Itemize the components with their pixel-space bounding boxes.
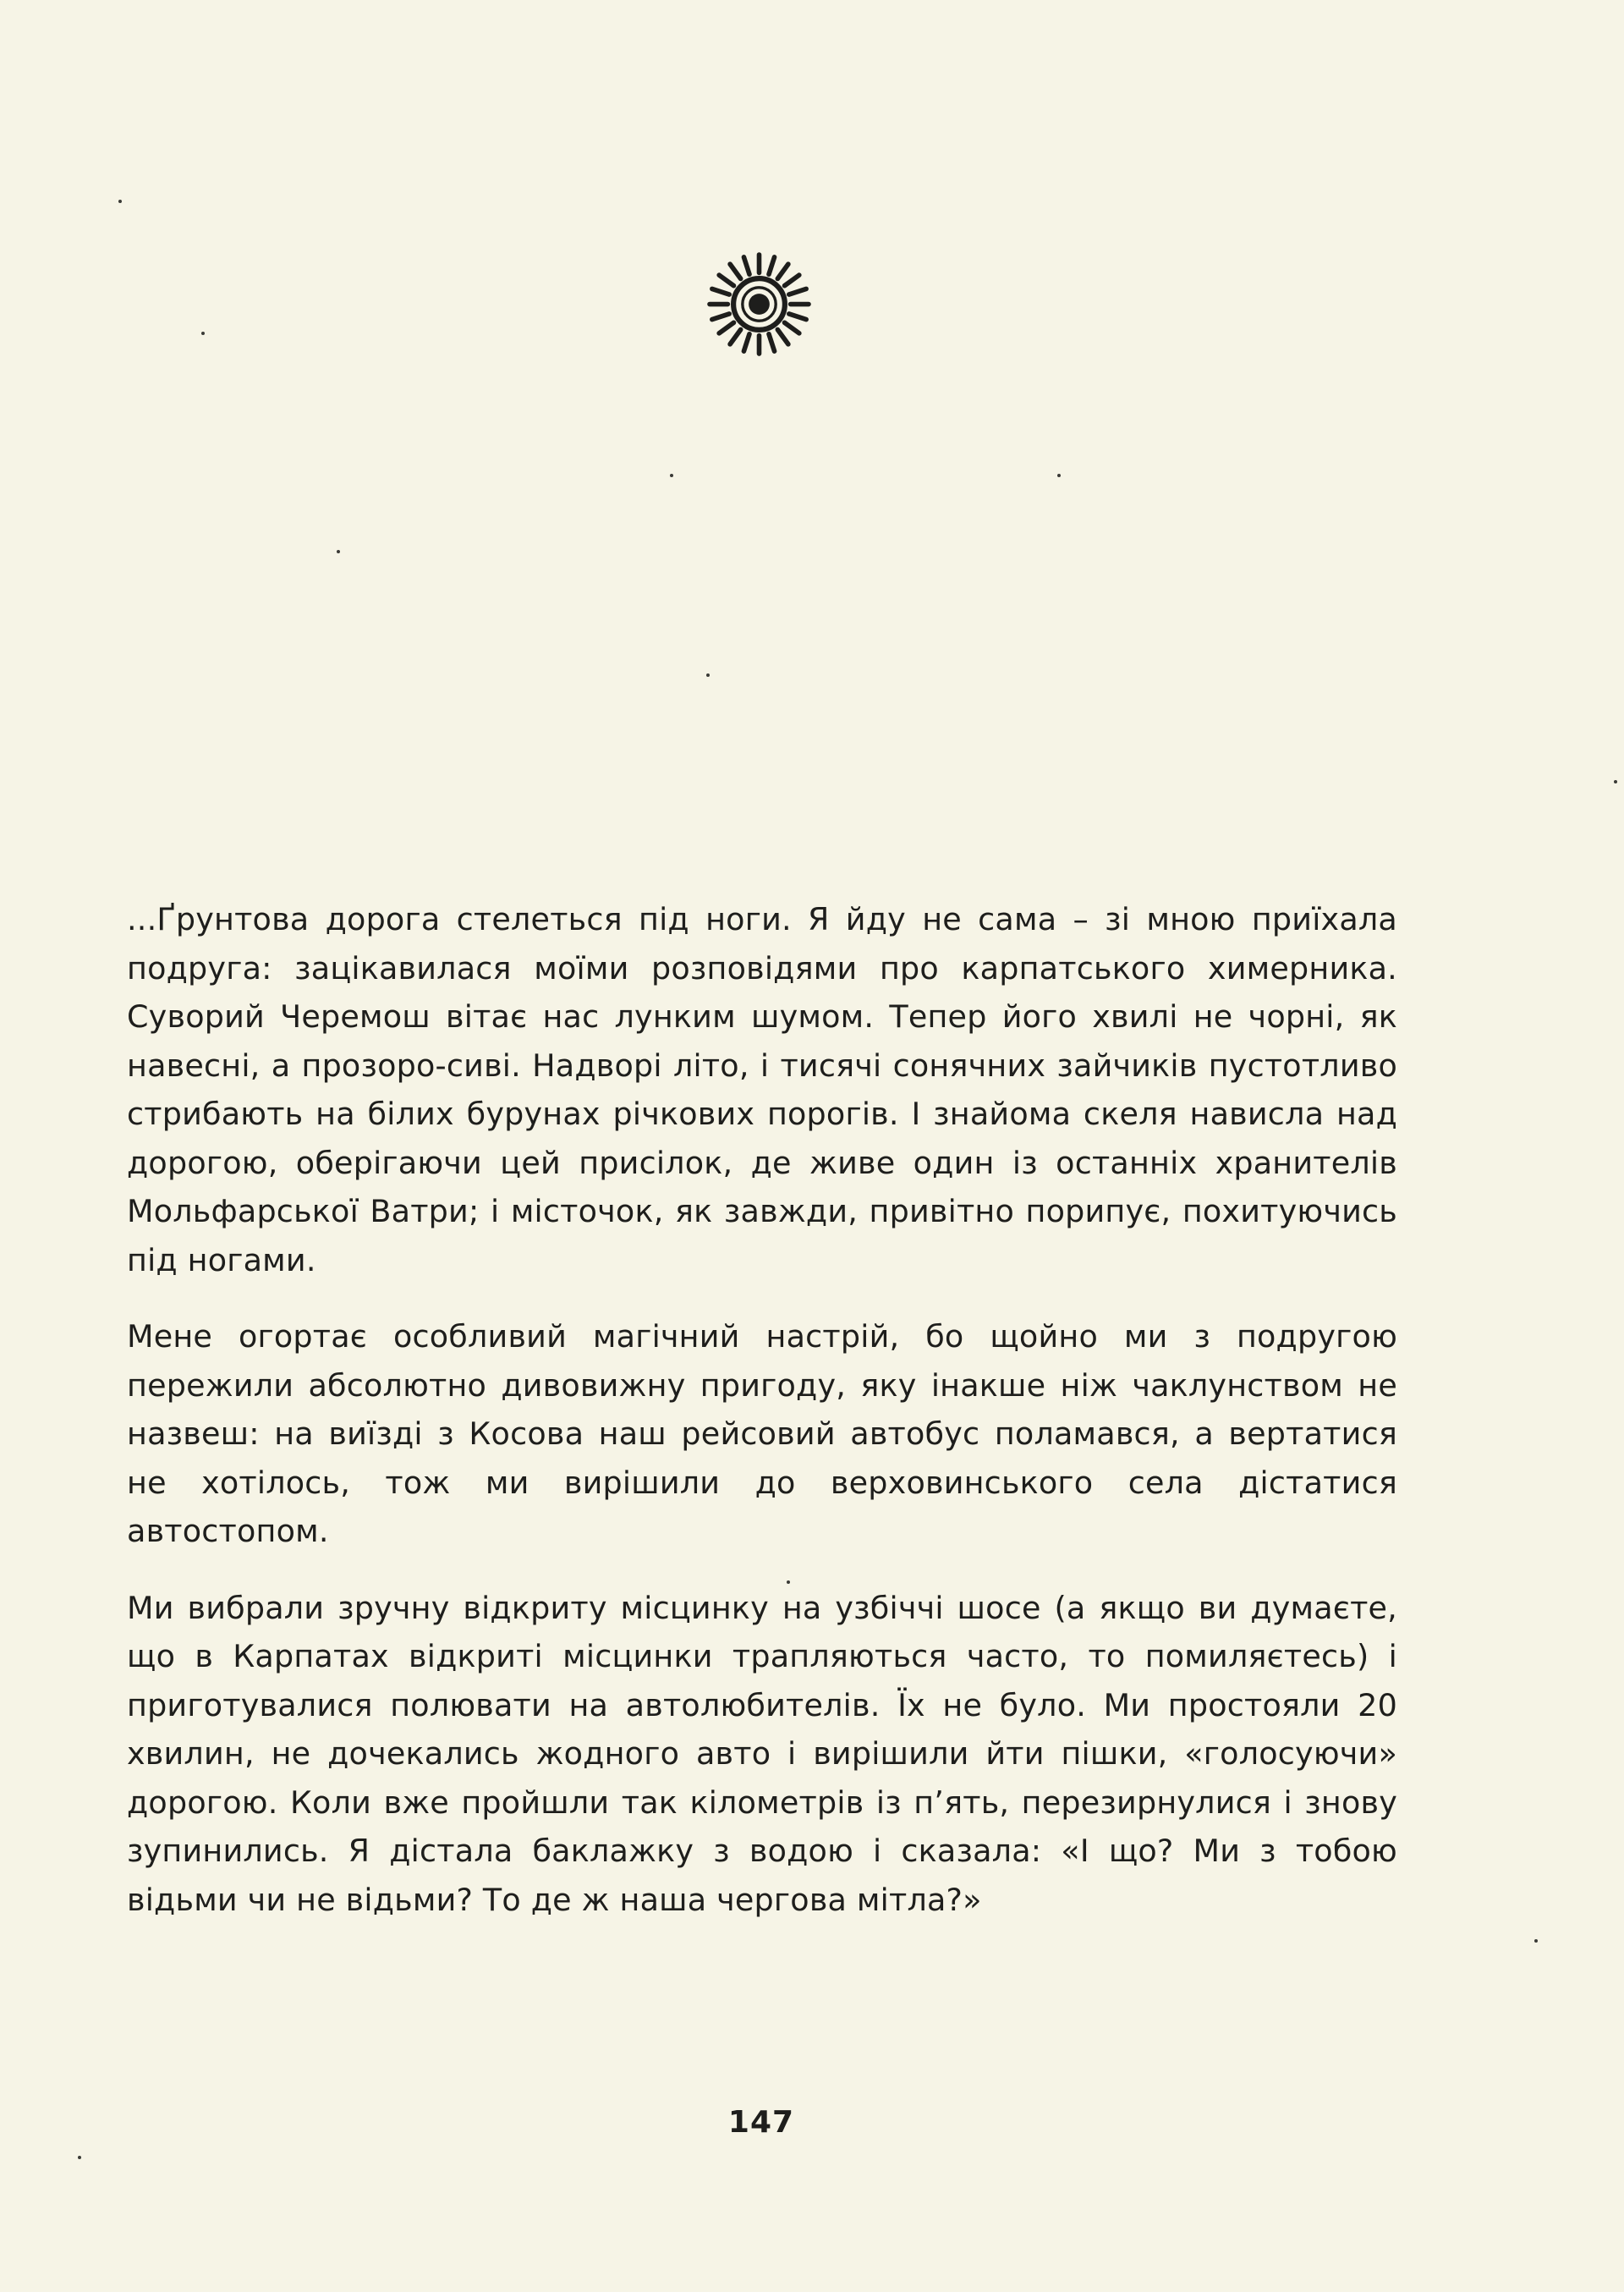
ornament-ray bbox=[719, 322, 733, 333]
paper-speck bbox=[1057, 474, 1061, 477]
text-line: Ми простояли 20 хвилин, не дочекались жодного авто і вирішили bbox=[127, 1686, 1397, 1772]
paragraph-3 bbox=[127, 1584, 1397, 1925]
sun-ornament-icon bbox=[702, 247, 816, 361]
paper-speck bbox=[1614, 780, 1617, 783]
paper-speck bbox=[706, 673, 710, 677]
page-number: 147 bbox=[727, 2105, 795, 2140]
ornament-ray bbox=[712, 289, 729, 294]
text-line: маєте, що в Карпатах відкриті місцинки трапляються часто, то по bbox=[127, 1589, 1397, 1674]
text-line: йти пішки, «голосуючи» дорогою. Коли вже пройшли так кілометрів bbox=[127, 1735, 1397, 1821]
ornament-ray bbox=[730, 264, 741, 278]
text-line: ством не назвеш: на виїзді з Косова наш рейсовий автобус пола bbox=[127, 1366, 1397, 1452]
text-line: чергова мітла?» bbox=[716, 1881, 982, 1918]
ornament-ray bbox=[743, 257, 749, 274]
paragraph-2 bbox=[127, 1312, 1397, 1556]
text-line: пережили абсолютно дивовижну пригоду, яку інакше ніж чаклун bbox=[127, 1366, 1248, 1404]
paper-speck bbox=[201, 332, 205, 335]
paper-speck bbox=[78, 2156, 81, 2159]
ornament-ray bbox=[743, 334, 749, 351]
body-text bbox=[127, 895, 1397, 1952]
text-line: дою і сказала: «І що? Ми з тобою відьми чи не відьми? То де ж наша bbox=[127, 1833, 1397, 1918]
ornament-ray bbox=[769, 334, 775, 351]
paper-speck bbox=[1534, 1939, 1538, 1943]
ornament-ray bbox=[789, 289, 806, 294]
ornament-ray bbox=[769, 257, 775, 274]
ornament-ray bbox=[785, 322, 799, 333]
text-line: із п’ять, перезирнулися і знову зупинились. Я дістала баклажку з во bbox=[127, 1784, 1397, 1869]
paper-speck bbox=[118, 200, 122, 203]
text-line: порогів. І знайома скеля нависла над дорогою, оберігаючи цей при bbox=[127, 1096, 1398, 1181]
text-line: хвилі не чорні, як навесні, а прозоро-сиві. Надворі літо, і тисячі со bbox=[127, 998, 1397, 1084]
text-line: сточок, як завжди, привітно порипує, похитуючись під ногами. bbox=[127, 1193, 1397, 1278]
text-line: мався, а вертатися не хотілось, тож ми вирішили до верховинського bbox=[127, 1415, 1397, 1501]
ornament-ray bbox=[719, 275, 733, 286]
text-line: ...Ґрунтова дорога стелеться під ноги. Я йду не сама – зі мною при bbox=[127, 901, 1313, 937]
text-line: миляєтесь) і приготувалися полювати на автолюбителів. Їх не було. bbox=[127, 1638, 1397, 1723]
ornament-ray bbox=[785, 275, 799, 286]
paragraph-1 bbox=[127, 895, 1397, 1284]
text-line: химерника. Суворий Черемош вітає нас лунким шумом. Тепер його bbox=[127, 949, 1397, 1035]
ornament-ray bbox=[777, 264, 788, 278]
text-line: села дістатися автостопом. bbox=[127, 1464, 1397, 1549]
ornament-ray bbox=[789, 314, 806, 320]
paper-speck bbox=[670, 474, 673, 477]
ornament-ray bbox=[712, 314, 729, 320]
text-line: нячних зайчиків пустотливо стрибають на білих бурунах річкових bbox=[127, 1047, 1397, 1132]
ornament-ray bbox=[730, 330, 741, 344]
paper-speck bbox=[337, 550, 340, 553]
text-line: сілок, де живе один із останніх хранителів Мольфарської Ватри; і мі bbox=[127, 1144, 1397, 1229]
text-line: Ми вибрали зручну відкриту місцинку на узбіччі шосе (а якщо ви ду bbox=[127, 1589, 1291, 1626]
text-line: їхала подруга: зацікавилася моїми розповідями про карпатського bbox=[127, 901, 1397, 987]
ornament-ray bbox=[777, 330, 788, 344]
text-line: Мене огортає особливий магічний настрій, бо щойно ми з подругою bbox=[127, 1318, 1397, 1355]
